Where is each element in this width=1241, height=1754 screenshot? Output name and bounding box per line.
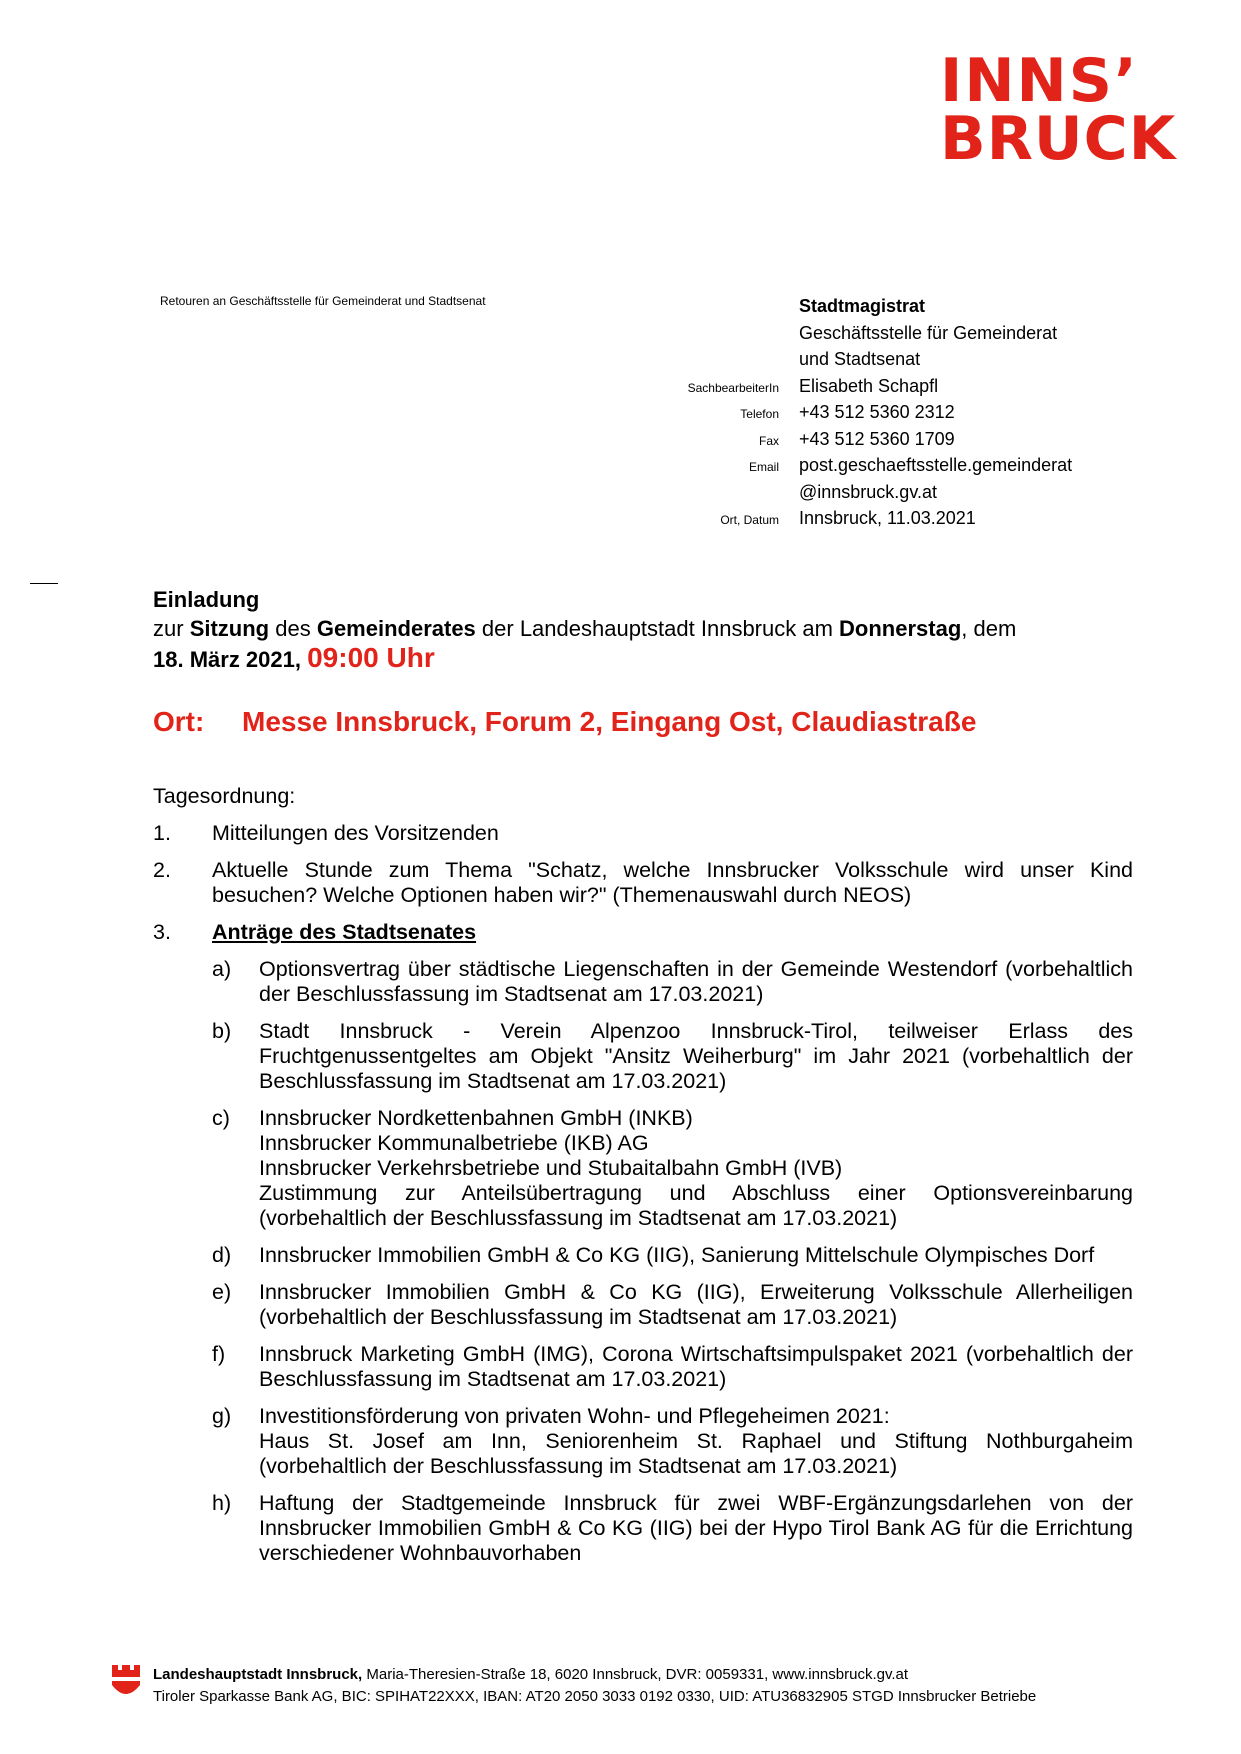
agenda-subitem: h) Haftung der Stadtgemeinde Innsbruck für zwei WBF-Ergänzungsdarlehen von der Innsbrucker Immobilien GmbH & Co KG (IIG) bei der Hypo Tirol Bank AG für die Errichtung verschiedener Wohnbauvorhaben [212, 1491, 1133, 1565]
agenda [153, 784, 1133, 1578]
footer [153, 1664, 1036, 1708]
letter-date: Innsbruck, 11.03.2021 [799, 508, 976, 528]
invitation-sentence: zur Sitzung des Gemeinderates der Landeshauptstadt Innsbruck am Donnerstag, dem [153, 616, 1017, 641]
clerk-name: Elisabeth Schapfl [799, 375, 939, 396]
agenda-item: 3. Anträge des Stadtsenates [153, 920, 477, 944]
return-address: Retouren an Geschäftsstelle für Gemeinderat und Stadtsenat [160, 294, 486, 308]
email-line-2[interactable]: @innsbruck.gv.at [799, 481, 937, 502]
invitation-datetime [153, 643, 1016, 674]
invitation-heading: Einladung [153, 587, 260, 612]
agenda-subitems [212, 957, 1133, 1566]
meeting-time: 09:00 Uhr [307, 642, 435, 673]
meeting-location [153, 706, 976, 738]
meeting-date: 18. März 2021, [153, 647, 301, 672]
agenda-subitem: e) Innsbrucker Immobilien GmbH & Co KG (IIG), Erweiterung Volksschule Allerheiligen (vorbehaltlich der Beschlussfassung im Stadtsenat am 17.03.2021) [212, 1280, 1133, 1329]
logo-line-1: INNS’ [940, 46, 1139, 116]
email-line-1[interactable]: post.geschaeftsstelle.gemeinderat [799, 455, 1073, 475]
footer-bank: Tiroler Sparkasse Bank AG, BIC: SPIHAT22XXX, IBAN: AT20 2050 3033 0192 0330, UID: ATU36832905 STGD Innsbrucker Betriebe [153, 1688, 1037, 1705]
agenda-subitem: b) Stadt Innsbruck - Verein Alpenzoo Innsbruck-Tirol, teilweiser Erlass des Fruchtgenussentgeltes am Objekt "Ansitz Weiherburg" im Jahr 2021 (vorbehaltlich der Beschlussfassung im Stadtsenat am 17.03.2021) [212, 1019, 1133, 1093]
footer-address: Landeshauptstadt Innsbruck, Maria-Theresien-Straße 18, 6020 Innsbruck, DVR: 0059331, www.innsbruck.gv.at [153, 1666, 909, 1683]
agenda-title: Tagesordnung: [153, 784, 296, 808]
clerk-label: SachbearbeiterIn [687, 380, 779, 395]
phone-label: Telefon [740, 407, 779, 421]
office-line-2: und Stadtsenat [799, 349, 921, 369]
logo-line-2: BRUCK [940, 104, 1177, 174]
agenda-item: 1. Mitteilungen des Vorsitzenden [153, 821, 499, 845]
fold-mark [30, 583, 58, 584]
fax-number: +43 512 5360 1709 [799, 428, 955, 449]
location-label: Ort: [153, 706, 205, 737]
agenda-subitem: g) Investitionsförderung von privaten Wohn- und Pflegeheimen 2021: Haus St. Josef am Inn, Seniorenheim St. Raphael und Stiftung Nothburgaheim (vorbehaltlich der Beschlussfassung im Stadtsenat am 17.03.2021) [212, 1404, 1133, 1478]
email-label: Email [748, 460, 779, 474]
phone-number: +43 512 5360 2312 [799, 402, 955, 422]
contact-labels [688, 293, 779, 532]
contact-block [799, 293, 1072, 532]
location-value: Messe Innsbruck, Forum 2, Eingang Ost, Claudiastraße [242, 706, 977, 737]
agenda-subitem: f) Innsbruck Marketing GmbH (IMG), Corona Wirtschaftsimpulspaket 2021 (vorbehaltlich der Beschlussfassung im Stadtsenat am 17.03.2021) [212, 1342, 1133, 1391]
invitation-block [153, 585, 1016, 674]
agenda-item: 2. Aktuelle Stunde zum Thema "Schatz, welche Innsbrucker Volksschule wird unser Kind besuchen? Welche Optionen haben wir?" (Themenauswahl durch NEOS) [153, 858, 1133, 907]
city-crest-icon [110, 1663, 142, 1701]
office-line-1: Geschäftsstelle für Gemeinderat [799, 322, 1058, 343]
department: Stadtmagistrat [799, 296, 926, 316]
agenda-subitem: a) Optionsvertrag über städtische Liegenschaften in der Gemeinde Westendorf (vorbehaltlich der Beschlussfassung im Stadtsenat am 17.03.2021) [212, 957, 1133, 1006]
fax-label: Fax [758, 433, 779, 448]
agenda-subitem: c) Innsbrucker Nordkettenbahnen GmbH (INKB) Innsbrucker Kommunalbetriebe (IKB) AG Innsbrucker Verkehrsbetriebe und Stubaitalbahn GmbH (IVB) Zustimmung zur Anteilsübertragung und Abschluss einer Optionsvereinbarung (vorbehaltlich der Beschlussfassung im Stadtsenat am 17.03.2021) [212, 1106, 1133, 1230]
agenda-subitem: d) Innsbrucker Immobilien GmbH & Co KG (IIG), Sanierung Mittelschule Olympisches Dorf [212, 1243, 1095, 1267]
date-label: Ort, Datum [720, 513, 779, 527]
innsbruck-logo [940, 46, 1185, 174]
